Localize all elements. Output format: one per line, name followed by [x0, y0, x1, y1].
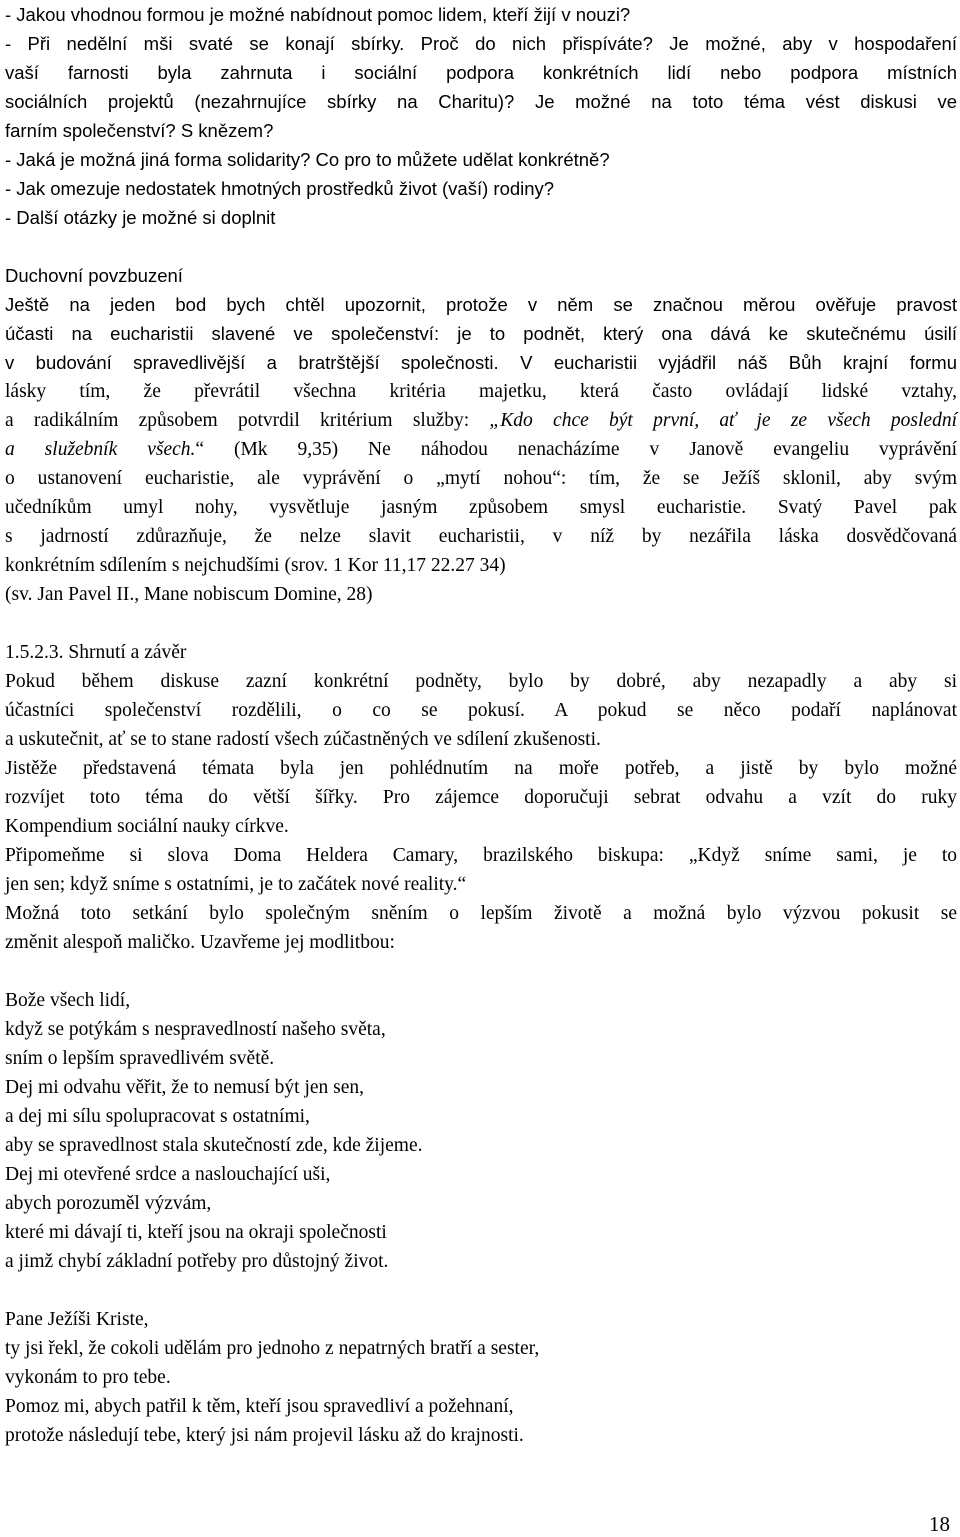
prayer-stanza-2: [5, 1305, 957, 1450]
summary-line: Jistěže představená témata byla jen pohlédnutím na moře potřeb, a jistě by bylo možné: [5, 758, 957, 779]
prayer-line: ty jsi řekl, že cokoli udělám pro jednoho z nepatrných bratří a sester,: [5, 1338, 540, 1359]
question-line: - Jaká je možná jiná forma solidarity? Co pro to můžete udělat konkrétně?: [5, 149, 610, 170]
body-line-text: a radikálním způsobem potvrdil kritérium služby:: [5, 410, 470, 431]
citation: (sv. Jan Pavel II., Mane nobiscum Domine, 28): [5, 584, 373, 605]
prayer-line: Dej mi otevřené srdce a naslouchající uši,: [5, 1164, 331, 1185]
summary-line: Pokud během diskuse zazní konkrétní podněty, bylo by dobré, aby nezapadly a aby si: [5, 671, 957, 692]
body-line: konkrétním sdílením s nejchudšími (srov. 1 Kor 11,17 22.27 34): [5, 555, 506, 576]
summary-line: Připomeňme si slova Doma Heldera Camary, brazilského biskupa: „Když sníme sami, je to: [5, 845, 957, 866]
summary-line: rozvíjet toto téma do větší šířky. Pro zájemce doporučuji sebrat odvahu a vzít do ruky: [5, 787, 957, 808]
prayer-line: abych porozuměl výzvám,: [5, 1193, 212, 1214]
prayer-line: protože následují tebe, který jsi nám projevil lásku až do krajnosti.: [5, 1425, 524, 1446]
question-line: - Jak omezuje nedostatek hmotných prostředků život (vaší) rodiny?: [5, 178, 555, 199]
prayer-line: když se potýkám s nespravedlností našeho světa,: [5, 1019, 386, 1040]
summary-line: změnit alespoň maličko. Uzavřeme jej modlitbou:: [5, 932, 395, 953]
discussion-questions: [5, 0, 957, 232]
prayer-line: Bože všech lidí,: [5, 990, 131, 1011]
prayer-line: a jimž chybí základní potřeby pro důstojný život.: [5, 1251, 389, 1272]
question-line: - Jakou vhodnou formou je možné nabídnout pomoc lidem, kteří žijí v nouzi?: [5, 4, 631, 25]
body-line: [5, 406, 957, 435]
body-line: o ustanovení eucharistie, ale vyprávění o „mytí nohou“: tím, že se Ježíš sklonil, aby svým: [5, 468, 957, 489]
body-line: učedníkům umyl nohy, vysvětluje jasným způsobem smysl eucharistie. Svatý Pavel pak: [5, 497, 957, 518]
prayer-line: Dej mi odvahu věřit, že to nemusí být jen sen,: [5, 1077, 365, 1098]
prayer-line: sním o lepším spravedlivém světě.: [5, 1048, 275, 1069]
page-number: 18: [929, 1512, 950, 1536]
question-line: vaší farnosti byla zahrnuta i sociální podpora konkrétních lidí nebo podpora místních: [5, 62, 957, 83]
question-line: sociálních projektů (nezahrnujíce sbírky na Charitu)? Je možné na toto téma vést diskusi ve: [5, 91, 957, 112]
question-line: farním společenství? S knězem?: [5, 120, 274, 141]
summary-line: Kompendium sociální nauky církve.: [5, 816, 289, 837]
prayer-line: vykonám to pro tebe.: [5, 1367, 171, 1388]
body-line: v budování spravedlivější a bratrštější společnosti. V eucharistii vyjádřil náš Bůh krajní formu: [5, 352, 957, 373]
summary-line: Možná toto setkání bylo společným sněním o lepším životě a možná bylo výzvou pokusit se: [5, 903, 957, 924]
body-line: účasti na eucharistii slavené ve společenství: je to podnět, který ona dává ke skutečnému úsilí: [5, 323, 957, 344]
prayer-line: které mi dávají ti, kteří jsou na okraji společnosti: [5, 1222, 387, 1243]
prayer-stanza-1: [5, 986, 957, 1276]
question-line: - Další otázky je možné si doplnit: [5, 207, 276, 228]
summary-line: účastníci společenství rozdělili, o co se pokusí. A pokud se něco podaří naplánovat: [5, 700, 957, 721]
question-line: - Při nedělní mši svaté se konají sbírky. Proč do nich přispíváte? Je možné, aby v hospodaření: [5, 33, 957, 54]
prayer-line: a dej mi sílu spolupracovat s ostatními,: [5, 1106, 310, 1127]
quote-rest: “ (Mk 9,35) Ne náhodou nenacházíme v Janově evangeliu vyprávění: [195, 439, 957, 460]
quote-start: „Kdo chce být první, ať je ze všech poslední: [489, 410, 957, 431]
quote-end: a služebník všech.: [5, 439, 196, 460]
body-paragraph: [5, 290, 957, 609]
prayer-line: Pane Ježíši Kriste,: [5, 1309, 149, 1330]
prayer-line: aby se spravedlnost stala skutečností zde, kde žijeme.: [5, 1135, 423, 1156]
section-heading: Duchovní povzbuzení: [5, 265, 183, 286]
summary-heading: 1.5.2.3. Shrnutí a závěr: [5, 642, 187, 663]
body-line: lásky tím, že převrátil všechna kritéria majetku, která často ovládají lidské vztahy,: [5, 381, 957, 402]
body-line: [5, 435, 957, 464]
document-page: [5, 0, 957, 1450]
body-line: s jadrností zdůrazňuje, že nelze slavit eucharistii, v níž by nezářila láska dosvědčovaná: [5, 526, 957, 547]
prayer-line: Pomoz mi, abych patřil k těm, kteří jsou spravedliví a požehnaní,: [5, 1396, 514, 1417]
summary-line: a uskutečnit, ať se to stane radostí všech zúčastněných ve sdílení zkušenosti.: [5, 729, 601, 750]
summary-line: jen sen; když sníme s ostatními, je to začátek nové reality.“: [5, 874, 467, 895]
summary-paragraph: [5, 667, 957, 957]
body-line: Ještě na jeden bod bych chtěl upozornit, protože v něm se značnou měrou ověřuje pravost: [5, 294, 957, 315]
